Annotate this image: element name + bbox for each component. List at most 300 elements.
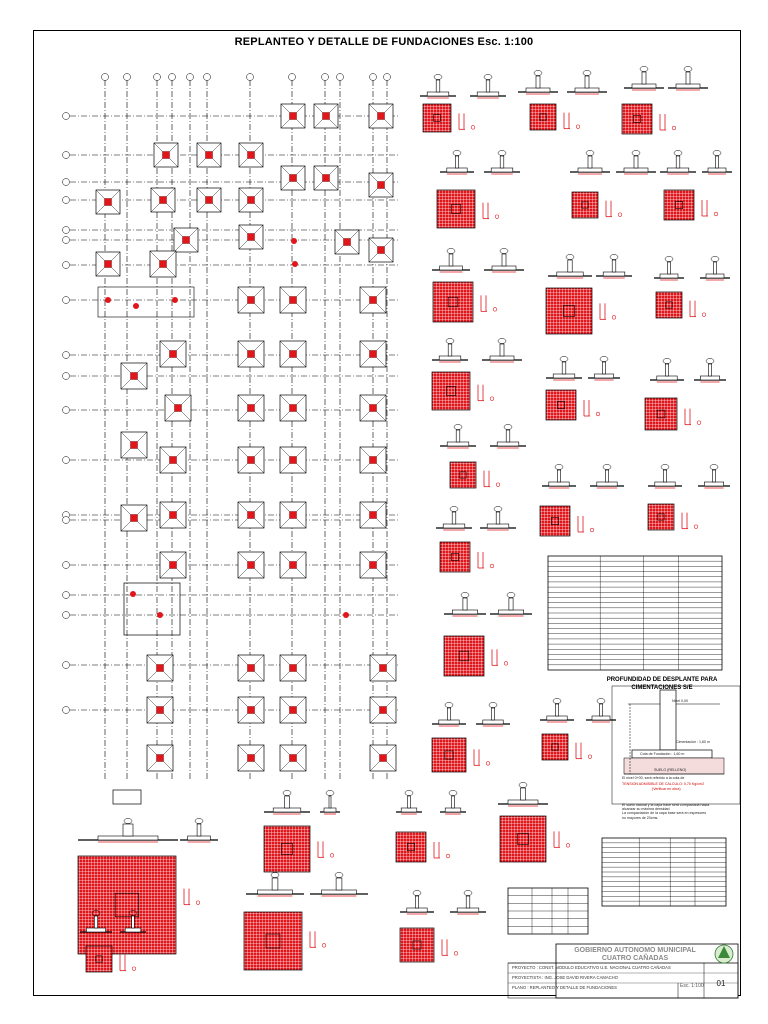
section-column	[336, 878, 342, 890]
section-column	[466, 896, 470, 908]
cimentacion-label: Cimentación : 1,60 m	[676, 740, 710, 744]
section-column	[272, 878, 278, 890]
section-footing	[483, 720, 503, 724]
column-cap	[600, 357, 608, 362]
column-cap	[413, 891, 421, 896]
plan-note-box	[113, 790, 141, 804]
axis-bubble	[63, 662, 70, 669]
column-red	[175, 405, 182, 412]
section-footing	[667, 168, 689, 172]
column-red	[206, 197, 213, 204]
column-cap	[464, 891, 472, 896]
section-footing	[452, 610, 477, 614]
footing-plan-rebar	[500, 816, 546, 862]
column-red	[370, 457, 377, 464]
section-footing	[98, 836, 158, 840]
footing-plan-rebar	[437, 190, 475, 228]
column-cap	[484, 75, 492, 80]
footing-plan-rebar	[400, 928, 434, 962]
note-2-line2: alcanzar su máxima densidad	[622, 807, 670, 812]
section-footing	[498, 610, 523, 614]
column-red	[248, 152, 255, 159]
column-cap	[450, 507, 458, 512]
axis-bubble	[370, 74, 377, 81]
section-column	[676, 156, 680, 168]
column-red	[248, 405, 255, 412]
section-footing	[445, 808, 461, 812]
column-red	[248, 297, 255, 304]
axis-bubble	[102, 74, 109, 81]
section-footing	[492, 266, 516, 270]
footing-plan-rebar	[264, 826, 310, 872]
proyecto-label: PROYECTO : CONST. MODULO EDUCATIVO U.E. NACIONAL CUATRO CAÑADAS	[512, 965, 671, 970]
column-red	[248, 665, 255, 672]
section-footing	[578, 168, 602, 172]
column-red	[170, 512, 177, 519]
footing-plan-rebar	[423, 104, 451, 132]
rebar-circle	[496, 483, 500, 487]
column-red	[370, 297, 377, 304]
section-footing	[188, 836, 211, 840]
section-column	[94, 916, 97, 928]
section-column	[509, 598, 513, 610]
section-footing	[497, 442, 519, 446]
rebar-circle	[596, 412, 600, 416]
column-cap	[504, 425, 512, 430]
column-red	[323, 113, 330, 120]
section-footing	[401, 808, 417, 812]
column-cap	[326, 791, 334, 796]
section-footing	[706, 274, 724, 278]
axis-bubble	[289, 74, 296, 81]
column-red	[378, 113, 385, 120]
axis-bubble	[63, 373, 70, 380]
section-footing	[322, 890, 357, 894]
section-footing	[553, 374, 575, 378]
column-cap	[560, 357, 568, 362]
column-red	[248, 234, 255, 241]
note-1	[622, 776, 684, 780]
section-footing	[526, 88, 550, 92]
column-red	[157, 755, 164, 762]
footing-plan-rebar	[546, 288, 592, 334]
section-footing	[258, 890, 293, 894]
section-footing	[491, 168, 513, 172]
section-column	[449, 254, 453, 266]
column-cap	[445, 703, 453, 708]
column-red	[105, 199, 112, 206]
axis-bubble	[63, 407, 70, 414]
section-column	[555, 704, 558, 716]
section-footing	[407, 908, 427, 912]
profundidad-title-line1: PROFUNDIDAD DE DESPLANTE PARA	[606, 677, 718, 683]
rebar-circle	[714, 212, 718, 216]
column-red	[290, 175, 297, 182]
axis-bubble	[63, 517, 70, 524]
column-cap	[684, 67, 692, 72]
column-cap	[597, 699, 605, 704]
column-red	[291, 238, 297, 244]
rebar-circle	[618, 213, 622, 217]
section-footing	[440, 266, 463, 270]
axis-bubble	[63, 152, 70, 159]
note-3-line1: La compactación de la capa base será en espesores	[622, 811, 707, 816]
section-footing	[457, 908, 479, 912]
column-red	[157, 665, 164, 672]
rebar-circle	[588, 755, 592, 759]
column-red	[248, 351, 255, 358]
footing-plan-rebar	[86, 946, 112, 972]
column-cap	[663, 359, 671, 364]
axis-bubble	[63, 352, 70, 359]
column-red	[370, 405, 377, 412]
footing-plan-rebar	[546, 390, 576, 420]
section-footing	[594, 374, 613, 378]
section-footing	[508, 800, 538, 804]
proyectista-label: PROYECTISTA : ING. JOSE DAVID RIVERA CAMACHO	[512, 975, 618, 980]
section-footing	[439, 720, 459, 724]
section-footing	[575, 88, 599, 92]
section-column	[448, 344, 452, 356]
column-red	[290, 457, 297, 464]
section-footing	[657, 376, 677, 380]
strip-footing	[98, 287, 194, 317]
column-red	[206, 152, 213, 159]
column-red	[131, 515, 138, 522]
section-column	[605, 470, 608, 482]
column-red	[380, 665, 387, 672]
sheet-title: REPLANTEO Y DETALLE DE FUNDACIONES Esc. 1:100	[234, 36, 534, 48]
section-footing	[125, 928, 141, 932]
column-cap	[632, 151, 640, 156]
footing-plan-rebar	[396, 832, 426, 862]
footing-plan-rebar	[450, 462, 476, 488]
axis-bubble	[384, 74, 391, 81]
section-footing	[324, 808, 336, 812]
column-cap	[661, 465, 669, 470]
rebar-circle	[566, 844, 570, 848]
column-red	[292, 261, 298, 267]
column-red	[380, 707, 387, 714]
axis-bubble	[187, 74, 194, 81]
section-footing	[443, 524, 465, 528]
column-red	[248, 562, 255, 569]
axis-bubble	[63, 179, 70, 186]
section-column	[455, 156, 458, 168]
axis-bubble	[63, 457, 70, 464]
column-red	[160, 261, 167, 268]
section-footing	[477, 92, 499, 96]
footing-plan-rebar	[432, 738, 466, 772]
rebar-circle	[471, 126, 475, 130]
section-footing	[490, 356, 514, 360]
section-column	[716, 156, 719, 168]
note-2-line1: El suelo natural y la capa base será compactada hasta	[622, 803, 710, 807]
section-column	[588, 156, 592, 168]
section-column	[714, 262, 717, 274]
column-red	[248, 707, 255, 714]
footing-plan-rebar	[440, 542, 470, 572]
column-cap	[489, 703, 497, 708]
rebar-circle	[446, 854, 450, 858]
column-red	[160, 197, 167, 204]
section-footing	[487, 524, 509, 528]
rebar-circle	[702, 313, 706, 317]
section-footing	[624, 168, 648, 172]
column-red	[170, 562, 177, 569]
section-column	[642, 72, 646, 84]
rebar-circle	[196, 901, 200, 905]
column-red	[370, 512, 377, 519]
section-footing	[708, 168, 726, 172]
column-red	[290, 113, 297, 120]
rebar-circle	[694, 525, 698, 529]
rebar-circle	[454, 952, 458, 956]
section-footing	[439, 356, 461, 360]
rebar-circle	[612, 316, 616, 320]
column-red	[163, 152, 170, 159]
footing-plan-rebar	[622, 104, 652, 134]
column-cap	[553, 699, 561, 704]
rebar-circle	[576, 125, 580, 129]
rebar-circle	[697, 421, 701, 425]
section-column	[436, 80, 440, 92]
section-column	[496, 512, 500, 524]
column-red	[105, 261, 112, 268]
section-column	[600, 704, 603, 716]
column-red	[378, 182, 385, 189]
section-column	[557, 470, 560, 482]
footing-plan-rebar	[656, 292, 682, 318]
section-footing	[547, 716, 567, 720]
column-red	[183, 237, 190, 244]
column-cap	[447, 249, 455, 254]
axis-bubble	[247, 74, 254, 81]
rebar-circle	[495, 215, 499, 219]
column-red	[378, 247, 385, 254]
sheet-number: 01	[716, 979, 726, 988]
column-cap	[603, 465, 611, 470]
column-red	[105, 297, 111, 303]
nivel-label: Nivel 0,00	[672, 699, 688, 703]
section-column	[521, 788, 526, 800]
column-cap	[566, 255, 574, 260]
column-cap	[710, 465, 718, 470]
rebar-circle	[590, 528, 594, 532]
section-footing	[86, 928, 105, 932]
axis-bubble	[204, 74, 211, 81]
rebar-circle	[490, 397, 494, 401]
rebar-circle	[504, 662, 508, 666]
column-red	[248, 457, 255, 464]
section-column	[708, 364, 711, 376]
large-footing	[124, 583, 180, 635]
column-cap	[446, 339, 454, 344]
section-column	[665, 364, 668, 376]
section-column	[668, 262, 671, 274]
rebar-circle	[493, 308, 497, 312]
column-red	[344, 239, 351, 246]
column-red	[170, 351, 177, 358]
column-red	[290, 512, 297, 519]
column-red	[290, 351, 297, 358]
org-line1: GOBIERNO AUTONOMO MUNICIPAL	[574, 947, 696, 954]
section-column	[463, 598, 467, 610]
column-red	[290, 405, 297, 412]
section-footing	[447, 442, 469, 446]
rebar-circle	[132, 967, 136, 971]
cota-label: Cota de Fundación : 1,60 m	[640, 752, 685, 756]
section-column	[197, 824, 201, 836]
column-cap	[195, 819, 203, 824]
footing-plan-rebar	[645, 398, 677, 430]
column-red	[130, 591, 136, 597]
column-red	[290, 297, 297, 304]
section-footing	[592, 716, 610, 720]
scale-label: Esc. 1:100	[680, 983, 704, 989]
section-column	[452, 796, 455, 808]
section-column	[500, 156, 504, 168]
column-cap	[713, 151, 721, 156]
column-cap	[453, 151, 461, 156]
suelo-label: SUELO (RELLENO)	[654, 768, 687, 772]
column-red	[290, 665, 297, 672]
axis-bubble	[124, 74, 131, 81]
plano-label: PLANO : REPLANTEO Y DETALLE DE FUNDACIONES	[512, 985, 617, 990]
axis-bubble	[63, 612, 70, 619]
section-column	[456, 430, 460, 442]
column-red	[370, 562, 377, 569]
column-cap	[335, 873, 343, 878]
section-column	[506, 430, 510, 442]
axis-bubble	[337, 74, 344, 81]
column-cap	[555, 465, 563, 470]
column-red	[248, 755, 255, 762]
section-column	[447, 708, 450, 720]
axis-bubble	[63, 297, 70, 304]
profundidad-title	[582, 676, 742, 692]
section-column	[568, 260, 572, 272]
section-column	[585, 76, 589, 88]
column-red	[248, 512, 255, 519]
footing-plan-rebar	[542, 734, 568, 760]
column-red	[131, 373, 138, 380]
section-column	[686, 72, 690, 84]
section-column	[634, 156, 638, 168]
column-red	[343, 612, 349, 618]
footing-plan-rebar	[530, 104, 556, 130]
column-red	[290, 707, 297, 714]
section-footing	[557, 272, 583, 276]
section-column	[491, 708, 494, 720]
section-column	[602, 362, 605, 374]
axis-bubble	[63, 113, 70, 120]
column-cap	[498, 151, 506, 156]
column-cap	[706, 359, 714, 364]
footing-plan-rebar	[444, 636, 484, 676]
column-red	[290, 755, 297, 762]
column-red	[157, 707, 164, 714]
section-footing	[447, 168, 467, 172]
footing-plan-rebar	[664, 190, 694, 220]
axis-bubble	[63, 237, 70, 244]
section-column	[123, 824, 133, 836]
section-column	[329, 796, 331, 808]
rebar-circle	[486, 762, 490, 766]
section-column	[712, 470, 715, 482]
footing-plan-rebar	[244, 912, 302, 970]
footing-plan-rebar	[648, 504, 674, 530]
section-column	[562, 362, 566, 374]
column-cap	[434, 75, 442, 80]
column-cap	[534, 71, 542, 76]
column-red	[131, 442, 138, 449]
rebar-circle	[490, 564, 494, 568]
column-cap	[449, 791, 457, 796]
section-footing	[273, 808, 301, 812]
column-cap	[498, 339, 506, 344]
axis-bubble	[63, 197, 70, 204]
title-block-organization	[560, 947, 710, 963]
rebar-circle	[672, 126, 676, 130]
footing-plan-rebar	[572, 192, 598, 218]
column-red	[170, 457, 177, 464]
column-cap	[610, 255, 618, 260]
column-cap	[519, 783, 527, 788]
section-footing	[676, 84, 700, 88]
note-1-line1: El nivel 0+00, será referido a la cota de	[622, 776, 685, 780]
section-footing	[704, 482, 723, 486]
axis-bubble	[169, 74, 176, 81]
column-red	[157, 612, 163, 618]
axis-bubble	[63, 707, 70, 714]
footing-plan-rebar	[78, 856, 176, 954]
column-cap	[665, 257, 673, 262]
rebar-circle	[330, 854, 334, 858]
section-column	[536, 76, 540, 88]
column-red	[370, 351, 377, 358]
column-cap	[500, 249, 508, 254]
column-red	[248, 197, 255, 204]
section-footing	[549, 482, 569, 486]
footing-plan-rebar	[432, 372, 470, 410]
column-cap	[507, 593, 515, 598]
column-red	[380, 755, 387, 762]
org-line2: CUATRO CAÑADAS	[601, 955, 669, 962]
footing-plan-rebar	[433, 282, 473, 322]
axis-bubble	[154, 74, 161, 81]
section-footing	[700, 376, 719, 380]
section-column	[612, 260, 616, 272]
note-2	[622, 803, 709, 820]
axis-bubble	[63, 562, 70, 569]
column-red	[133, 303, 139, 309]
column-cap	[583, 71, 591, 76]
section-column	[415, 896, 418, 908]
column-cap	[640, 67, 648, 72]
profundidad-title-line2: CIMENTACIONES S/E	[631, 685, 693, 691]
column-cap	[283, 791, 291, 796]
tension-label: TENSION ADMISIBLE DE CALCULO: 0,70 Kg/cm2	[622, 782, 705, 786]
footing-plan-rebar	[540, 506, 570, 536]
column-cap	[586, 151, 594, 156]
section-column	[486, 80, 490, 92]
verificar-label: (Verificar en obra)	[652, 787, 681, 791]
column-cap	[461, 593, 469, 598]
section-column	[500, 344, 504, 356]
column-red	[172, 297, 178, 303]
section-column	[452, 512, 456, 524]
